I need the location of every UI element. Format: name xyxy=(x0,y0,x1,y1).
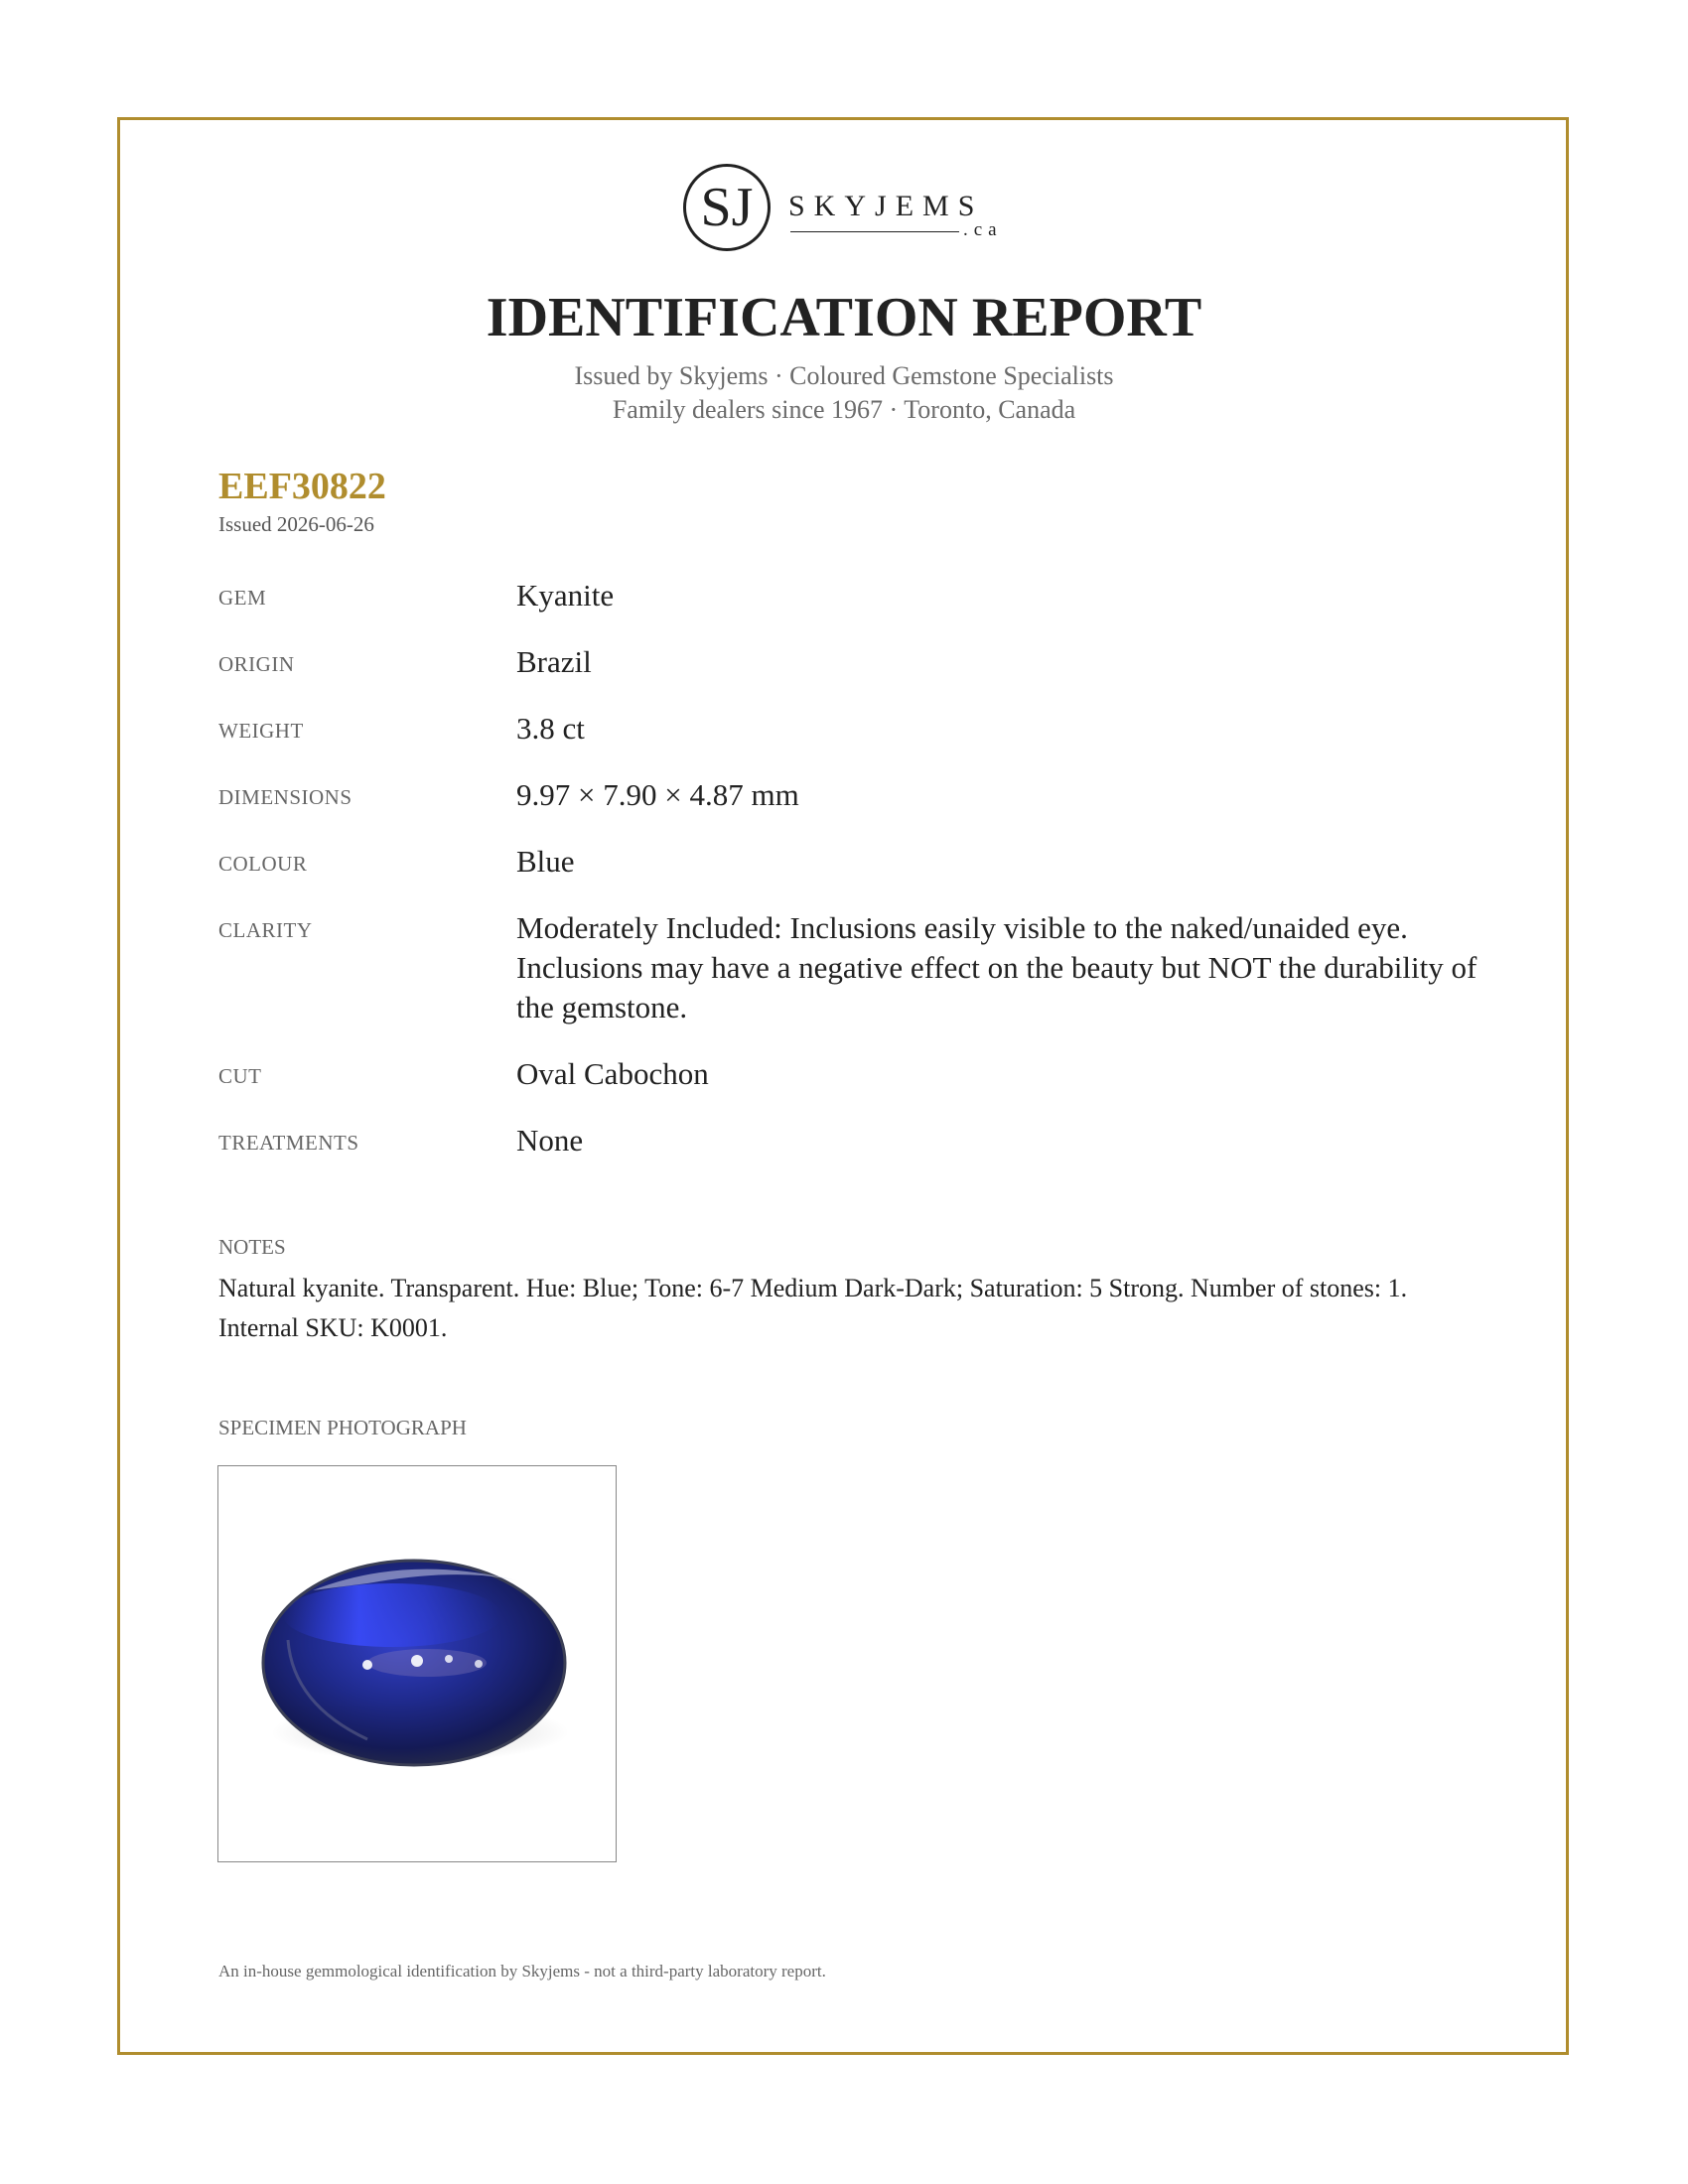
footer-disclaimer: An in-house gemmological identification by Skyjems - not a third-party laboratory report. xyxy=(218,1962,826,1980)
page-title: IDENTIFICATION REPORT xyxy=(486,287,1202,348)
field-value: Brazil xyxy=(516,644,592,679)
field-value: Blue xyxy=(516,844,575,879)
report-id: EEF30822 xyxy=(218,466,386,507)
photo-label: SPECIMEN PHOTOGRAPH xyxy=(218,1416,467,1439)
field-label: DIMENSIONS xyxy=(218,785,352,809)
field-value: 3.8 ct xyxy=(516,711,585,746)
issued-date: Issued 2026-06-26 xyxy=(218,512,374,536)
field-value: Oval Cabochon xyxy=(516,1056,709,1091)
field-label: ORIGIN xyxy=(218,652,295,676)
brand-underline xyxy=(790,231,959,232)
skyjems-logo xyxy=(683,164,1011,263)
field-label: COLOUR xyxy=(218,852,308,876)
field-label: WEIGHT xyxy=(218,719,304,743)
notes-label: NOTES xyxy=(218,1235,286,1259)
field-value: None xyxy=(516,1123,584,1158)
brand-name: SKYJEMS xyxy=(788,190,984,222)
field-value: Moderately Included: Inclusions easily visible to the naked/unaided eye. Inclusions may have a negative effect on the beauty but NOT the durability of the gemstone. xyxy=(516,910,1477,1024)
kyanite-cabochon-image xyxy=(218,1466,615,1860)
field-label: GEM xyxy=(218,586,267,610)
brand-domain: .ca xyxy=(963,219,1003,240)
field-label: CUT xyxy=(218,1064,262,1088)
notes-text: Natural kyanite. Transparent. Hue: Blue; Tone: 6-7 Medium Dark-Dark; Saturation: 5 Strong. Number of stones: 1. Internal SKU: K0001. xyxy=(218,1274,1408,1342)
field-value: 9.97 × 7.90 × 4.87 mm xyxy=(516,777,799,812)
sj-monogram-icon: SJ xyxy=(683,164,771,251)
field-label: CLARITY xyxy=(218,918,313,942)
subtitle-line-2: Family dealers since 1967 · Toronto, Canada xyxy=(612,395,1076,424)
specimen-photograph xyxy=(217,1465,617,1862)
field-label: TREATMENTS xyxy=(218,1131,359,1155)
field-value: Kyanite xyxy=(516,578,615,613)
subtitle-line-1: Issued by Skyjems · Coloured Gemstone Specialists xyxy=(574,361,1114,390)
